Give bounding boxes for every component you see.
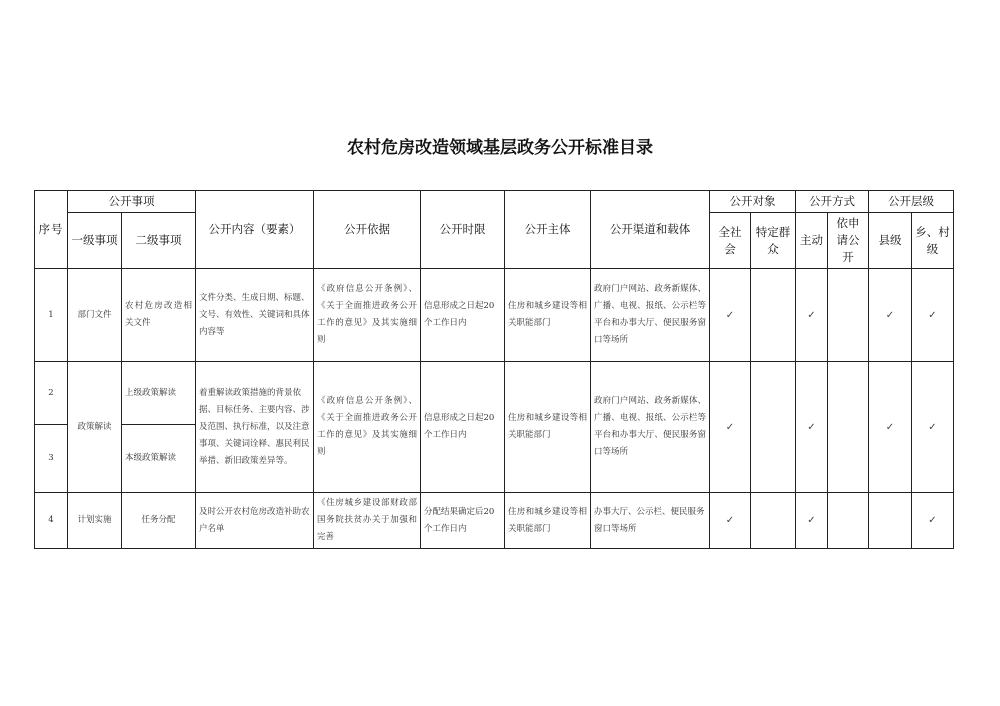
check-mark: ✓ <box>869 269 912 362</box>
cell-basis: 《政府信息公开条例》、《关于全面推进政务公开工作的意见》及其实施细则 <box>314 362 421 493</box>
header-all: 全社会 <box>710 213 751 269</box>
check-mark: ✓ <box>796 493 828 549</box>
cell-subject: 住房和城乡建设等相关职能部门 <box>505 493 591 549</box>
cell-level2: 上级政策解读 <box>122 362 196 425</box>
cell-time: 信息形成之日起20个工作日内 <box>421 269 505 362</box>
cell-seq: 2 <box>35 362 68 425</box>
document-title: 农村危房改造领域基层政务公开标准目录 <box>347 138 653 158</box>
check-mark: ✓ <box>912 269 954 362</box>
check-mark: ✓ <box>912 362 954 493</box>
header-target: 公开对象 <box>710 191 796 213</box>
cell-level1: 政策解读 <box>68 362 122 493</box>
header-time: 公开时限 <box>421 191 505 269</box>
header-matters: 公开事项 <box>68 191 196 213</box>
check-mark: ✓ <box>912 493 954 549</box>
check-mark: ✓ <box>710 269 751 362</box>
cell-level1: 部门文件 <box>68 269 122 362</box>
cell-level2: 任务分配 <box>122 493 196 549</box>
table-row <box>35 493 954 549</box>
cell-channel: 政府门户网站、政务新媒体、广播、电视、报纸、公示栏等平台和办事大厅、便民服务窗口等场所 <box>591 362 710 493</box>
table-row <box>35 362 954 425</box>
cell-seq: 4 <box>35 493 68 549</box>
cell-content: 着重解读政策措施的背景依据、目标任务、主要内容、涉及范围、执行标准，以及注意事项、关键词诠释、惠民利民举措、新旧政策差异等。 <box>196 362 314 493</box>
header-subject: 公开主体 <box>505 191 591 269</box>
cell-basis: 《政府信息公开条例》、《关于全面推进政务公开工作的意见》及其实施细则 <box>314 269 421 362</box>
cell-seq: 3 <box>35 425 68 493</box>
cell-basis: 《住房城乡建设部财政部 国务院扶贫办关于加强和完善 <box>314 493 421 549</box>
cell-level2: 农村危房改造相关文件 <box>122 269 196 362</box>
header-content: 公开内容（要素） <box>196 191 314 269</box>
table-row <box>35 269 954 362</box>
check-mark: ✓ <box>796 362 828 493</box>
cell-level2: 本级政策解读 <box>122 425 196 493</box>
header-level: 公开层级 <box>869 191 954 213</box>
header-method: 公开方式 <box>796 191 869 213</box>
cell-channel: 政府门户网站、政务新媒体、广播、电视、报纸、公示栏等平台和办事大厅、便民服务窗口等场所 <box>591 269 710 362</box>
cell-empty <box>828 269 869 362</box>
cell-subject: 住房和城乡建设等相关职能部门 <box>505 269 591 362</box>
cell-empty <box>751 269 796 362</box>
cell-subject: 住房和城乡建设等相关职能部门 <box>505 362 591 493</box>
header-row-1 <box>35 191 954 213</box>
cell-channel: 办事大厅、公示栏、便民服务窗口等场所 <box>591 493 710 549</box>
header-level1: 一级事项 <box>68 213 122 269</box>
cell-content: 文件分类、生成日期、标题、文号、有效性、关键词和具体内容等 <box>196 269 314 362</box>
check-mark: ✓ <box>796 269 828 362</box>
disclosure-catalog-table <box>34 190 954 549</box>
cell-time: 信息形成之日起20个工作日内 <box>421 362 505 493</box>
header-specific: 特定群众 <box>751 213 796 269</box>
header-village: 乡、村级 <box>912 213 954 269</box>
cell-empty <box>828 493 869 549</box>
header-active: 主动 <box>796 213 828 269</box>
check-mark: ✓ <box>710 362 751 493</box>
cell-empty <box>828 362 869 493</box>
header-seq: 序号 <box>35 191 68 269</box>
cell-content: 及时公开农村危房改造补助农户名单 <box>196 493 314 549</box>
check-mark: ✓ <box>869 362 912 493</box>
cell-empty <box>751 493 796 549</box>
header-level2: 二级事项 <box>122 213 196 269</box>
check-mark: ✓ <box>710 493 751 549</box>
header-apply: 依申请公开 <box>828 213 869 269</box>
header-basis: 公开依据 <box>314 191 421 269</box>
header-county: 县级 <box>869 213 912 269</box>
cell-seq: 1 <box>35 269 68 362</box>
cell-time: 分配结果确定后20个工作日内 <box>421 493 505 549</box>
cell-level1: 计划实施 <box>68 493 122 549</box>
cell-empty <box>751 362 796 493</box>
cell-empty <box>869 493 912 549</box>
header-channel: 公开渠道和载体 <box>591 191 710 269</box>
